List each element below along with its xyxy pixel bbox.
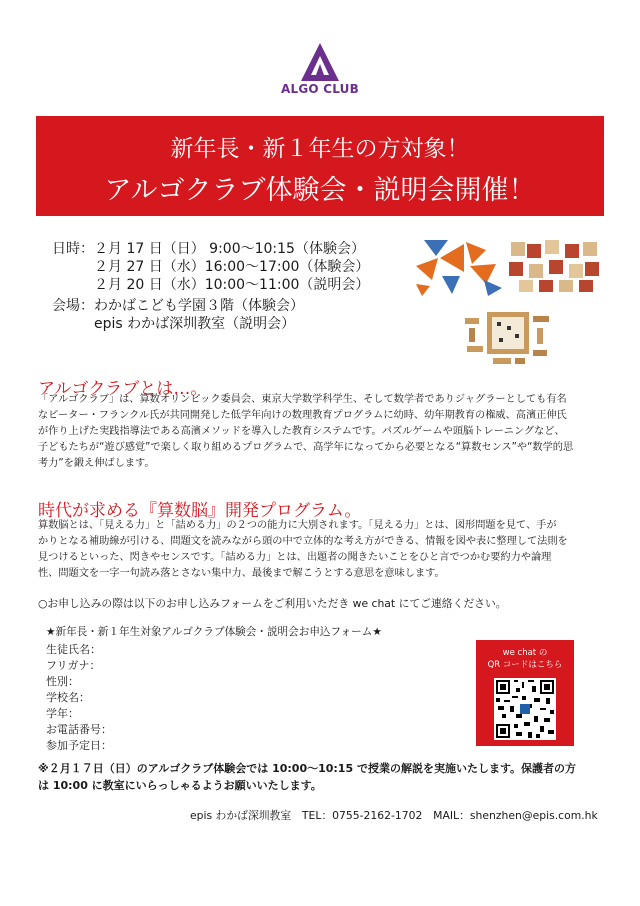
form-field-student-name: 生徒氏名： xyxy=(46,643,101,656)
wechat-qr-box xyxy=(476,640,574,746)
form-field-grade: 学年： xyxy=(46,707,79,720)
form-field-school: 学校名： xyxy=(46,691,90,704)
logo-text: ALGO CLUB xyxy=(281,82,359,96)
venue-line-1: 会場：わかばこども学園３階（体験会） xyxy=(52,298,304,314)
title-banner xyxy=(36,116,604,216)
about-paragraph xyxy=(38,392,608,472)
triangle-logo-icon xyxy=(300,42,340,82)
banner-title: アルゴクラブ体験会・説明会開催！ xyxy=(104,175,536,206)
tangram-puzzle-image xyxy=(412,236,506,300)
form-field-phone: お電話番号： xyxy=(46,723,112,736)
wechat-qr-code[interactable] xyxy=(494,678,556,740)
about-line: 「アルゴクラブ」は、算数オリンピック委員会、東京大学数学科学生、そして数学者でありジャグラーとしても有名 xyxy=(38,394,567,405)
program-line: 見つけるといった、閃きやセンスです。「詰める力」とは、出題者の聞きたいことをひと言でつかむ要約力や論理 xyxy=(38,552,552,563)
form-field-furigana: フリガナ： xyxy=(46,659,101,672)
form-title: ★新年長・新１年生対象アルゴクラブ体験会・説明会お申込フォーム★ xyxy=(46,626,382,638)
form-field-date: 参加予定日： xyxy=(46,739,112,752)
venue-line-2: epis わかば深圳教室（説明会） xyxy=(52,316,296,332)
program-section-title: 時代が求める『算数脳』開発プログラム。 xyxy=(38,501,362,521)
qr-caption-1: we chat の xyxy=(502,648,548,658)
about-line: が作り上げた実践指導法である高濱メソッドを導入した教育システムです。パズルゲームや頭脳トレーニングなど、 xyxy=(38,426,565,437)
algo-club-logo xyxy=(270,42,370,102)
program-line: 性、問題文を一字一句読み落とさない集中力、最後まで解こうとする意思を意味します。 xyxy=(38,568,445,579)
qr-caption-2: QR コードはこちら xyxy=(487,660,563,670)
program-line: 算数脳とは、「見える力」と「詰める力」の２つの能力に大別されます。「見える力」とは、図形問題を見て、手が xyxy=(38,520,557,531)
banner-subtitle: 新年長・新１年生の方対象！ xyxy=(170,136,470,162)
footer-contact: epis わかば深圳教室 TEL：0755-2162-1702 MAIL：shenzhen@epis.com.hk xyxy=(190,809,598,822)
program-line: かりとなる補助線が引ける、問題文を読みながら頭の中で立体的な考え方ができる、情報を図や表に整理して法則を xyxy=(38,536,568,547)
about-line: 考力”を鍛え伸ばします。 xyxy=(38,458,155,469)
notice-line-2: は 10:00 に教室にいらっしゃるようお願いいたします。 xyxy=(38,779,322,792)
form-field-gender: 性別： xyxy=(46,675,79,688)
about-line: なピーター・フランクル氏が共同開発した低学年向けの数理教育プログラムに幼時、幼年期教育の権威、高濱正伸氏 xyxy=(38,410,567,421)
board-puzzle-image xyxy=(463,306,553,366)
schedule-line-3: ２月 20 日（水）10:00〜11:00（説明会） xyxy=(52,277,370,293)
wooden-cube-puzzle-image xyxy=(505,238,601,294)
schedule-line-1: 日時：２月 17 日（日） 9:00〜10:15（体験会） xyxy=(52,241,365,257)
apply-note: ○お申し込みの際は以下のお申し込みフォームをご利用いただき we chat にてご連絡ください。 xyxy=(38,597,507,610)
about-line: 子どもたちが“遊び感覚”で楽しく取り組めるプログラムで、高学年になってから必要となる“算数センス”や“数学的思 xyxy=(38,442,574,453)
about-section-title: アルゴクラブとは…。 xyxy=(38,379,208,399)
program-paragraph xyxy=(38,518,608,582)
notice-line-1: ※２月１７日（日）のアルゴクラブ体験会では 10:00〜10:15 で授業の解説を実施いたします。保護者の方 xyxy=(38,762,577,775)
schedule-line-2: ２月 27 日（水）16:00〜17:00（体験会） xyxy=(52,259,370,275)
